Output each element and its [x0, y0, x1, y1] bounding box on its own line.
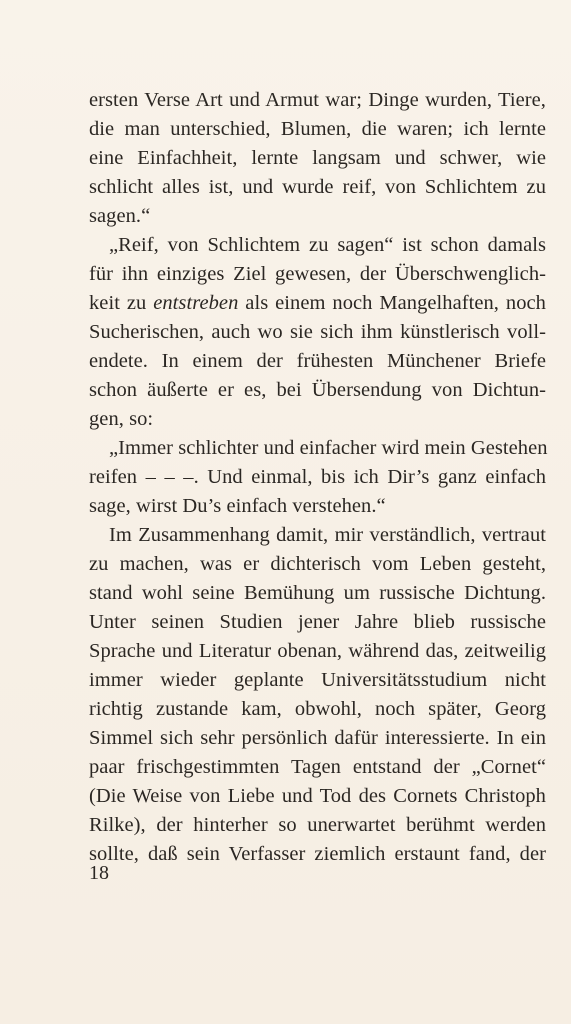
text-line: Sucherischen, auch wo sie sich ihm künstlerisch voll-	[89, 321, 546, 343]
text-line-with-emphasis	[89, 289, 546, 318]
page-number: 18	[89, 862, 109, 884]
text-line: schon äußerte er es, bei Übersendung von Dichtun-	[89, 379, 546, 401]
paragraph-3	[89, 434, 546, 521]
text-line: Unter seinen Studien jener Jahre blieb russische	[89, 611, 546, 633]
text-line: ersten Verse Art und Armut war; Dinge wurden, Tiere,	[89, 89, 546, 111]
text-line: Rilke), der hinterher so unerwartet berühmt werden	[89, 814, 546, 836]
text-line: Simmel sich sehr persönlich dafür interessierte. In ein	[89, 727, 546, 749]
text-line: „Immer schlichter und einfacher wird mein Gestehen	[109, 437, 548, 459]
text-line: sage, wirst Du’s einfach verstehen.“	[89, 495, 386, 517]
text-line: sagen.“	[89, 205, 151, 227]
paragraph-4	[89, 521, 546, 869]
paragraph-2	[89, 231, 546, 434]
text-fragment: keit zu	[89, 292, 147, 314]
paragraph-1	[89, 86, 546, 231]
text-line: zu machen, was er dichterisch vom Leben gesteht,	[89, 553, 546, 575]
text-line: immer wieder geplante Universitätsstudium nicht	[89, 669, 546, 691]
text-line: paar frischgestimmten Tagen entstand der „Cornet“	[89, 756, 546, 778]
text-line: „Reif, von Schlichtem zu sagen“ ist schon damals	[109, 234, 546, 256]
text-line: stand wohl seine Bemühung um russische Dichtung.	[89, 582, 546, 604]
page-text	[89, 86, 546, 869]
text-line: richtig zustande kam, obwohl, noch später, Georg	[89, 698, 546, 720]
text-line: Im Zusammenhang damit, mir verständlich, vertraut	[109, 524, 546, 546]
text-line: die man unterschied, Blumen, die waren; ich lernte	[89, 118, 546, 140]
italic-word: entstreben	[153, 292, 239, 314]
text-line: sollte, daß sein Verfasser ziemlich erstaunt fand, der	[89, 843, 546, 865]
text-line: reifen – – –. Und einmal, bis ich Dir’s ganz einfach	[89, 466, 546, 488]
text-line: gen, so:	[89, 408, 154, 430]
text-fragment: als einem noch Mangelhaften, noch	[245, 292, 546, 314]
text-line: eine Einfachheit, lernte langsam und schwer, wie	[89, 147, 546, 169]
text-line: endete. In einem der frühesten Münchener Briefe	[89, 350, 546, 372]
text-line: schlicht alles ist, und wurde reif, von Schlichtem zu	[89, 176, 546, 198]
text-line: für ihn einziges Ziel gewesen, der Überschwenglich-	[89, 263, 546, 285]
text-line: Sprache und Literatur obenan, während das, zeitweilig	[89, 640, 546, 662]
text-line: (Die Weise von Liebe und Tod des Cornets Christoph	[89, 785, 546, 807]
